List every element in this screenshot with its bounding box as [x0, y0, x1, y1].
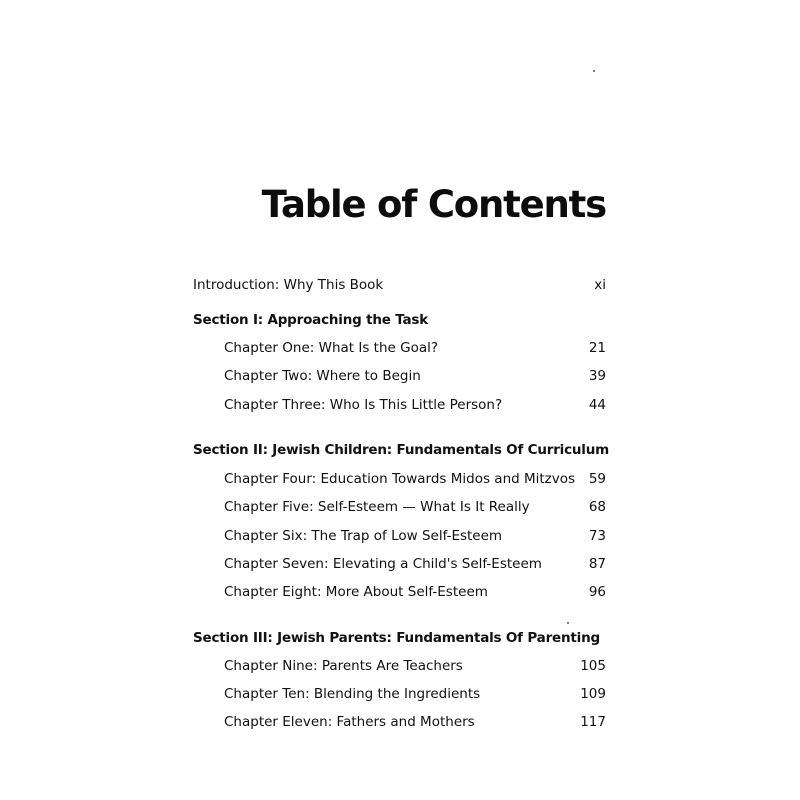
toc-chapter-page: 96: [588, 584, 606, 600]
speck-mark: [567, 622, 569, 624]
toc-chapter-label: Chapter Four: Education Towards Midos and Mitzvos: [224, 471, 576, 487]
toc-chapter-2: [0, 365, 800, 387]
toc-chapter-page: 59: [588, 471, 606, 487]
toc-chapter-label: Chapter One: What Is the Goal?: [224, 340, 439, 356]
toc-chapter-7: [0, 553, 800, 575]
toc-chapter-label: Chapter Three: Who Is This Little Person?: [224, 397, 503, 413]
toc-chapter-page: 68: [588, 499, 606, 515]
speck-mark: [593, 70, 595, 72]
toc-chapter-label: Chapter Two: Where to Begin: [224, 368, 421, 384]
toc-section-label: Section II: Jewish Children: Fundamentals Of Curriculum: [193, 442, 610, 458]
toc-chapter-page: 39: [588, 368, 606, 384]
toc-chapter-page: 109: [580, 686, 606, 702]
toc-chapter-label: Chapter Ten: Blending the Ingredients: [224, 686, 481, 702]
toc-section-3: [0, 627, 800, 649]
toc-entry-label: Introduction: Why This Book: [193, 277, 384, 293]
toc-chapter-label: Chapter Nine: Parents Are Teachers: [224, 658, 463, 674]
toc-chapter-page: 44: [588, 397, 606, 413]
toc-chapter-3: [0, 394, 800, 416]
toc-chapter-label: Chapter Eight: More About Self-Esteem: [224, 584, 488, 600]
toc-section-2: [0, 439, 800, 461]
toc-chapter-6: [0, 525, 800, 547]
toc-chapter-page: 21: [588, 340, 606, 356]
page-title: Table of Contents: [261, 183, 606, 226]
toc-chapter-11: [0, 711, 800, 733]
toc-entry-introduction: [0, 274, 800, 296]
toc-chapter-8: [0, 581, 800, 603]
toc-chapter-page: 117: [580, 714, 606, 730]
toc-chapter-10: [0, 683, 800, 705]
toc-chapter-label: Chapter Eleven: Fathers and Mothers: [224, 714, 475, 730]
toc-chapter-1: [0, 337, 800, 359]
toc-chapter-5: [0, 496, 800, 518]
toc-chapter-4: [0, 468, 800, 490]
toc-chapter-page: 73: [588, 528, 606, 544]
toc-section-label: Section III: Jewish Parents: Fundamentals Of Parenting: [193, 630, 600, 646]
toc-chapter-page: 105: [580, 658, 606, 674]
toc-entry-page: xi: [594, 277, 606, 293]
toc-chapter-label: Chapter Five: Self-Esteem — What Is It Really: [224, 499, 530, 515]
toc-chapter-label: Chapter Six: The Trap of Low Self-Esteem: [224, 528, 503, 544]
toc-section-1: [0, 309, 800, 331]
toc-chapter-9: [0, 655, 800, 677]
toc-section-label: Section I: Approaching the Task: [193, 312, 429, 328]
toc-chapter-label: Chapter Seven: Elevating a Child's Self-Esteem: [224, 556, 542, 572]
toc-chapter-page: 87: [588, 556, 606, 572]
